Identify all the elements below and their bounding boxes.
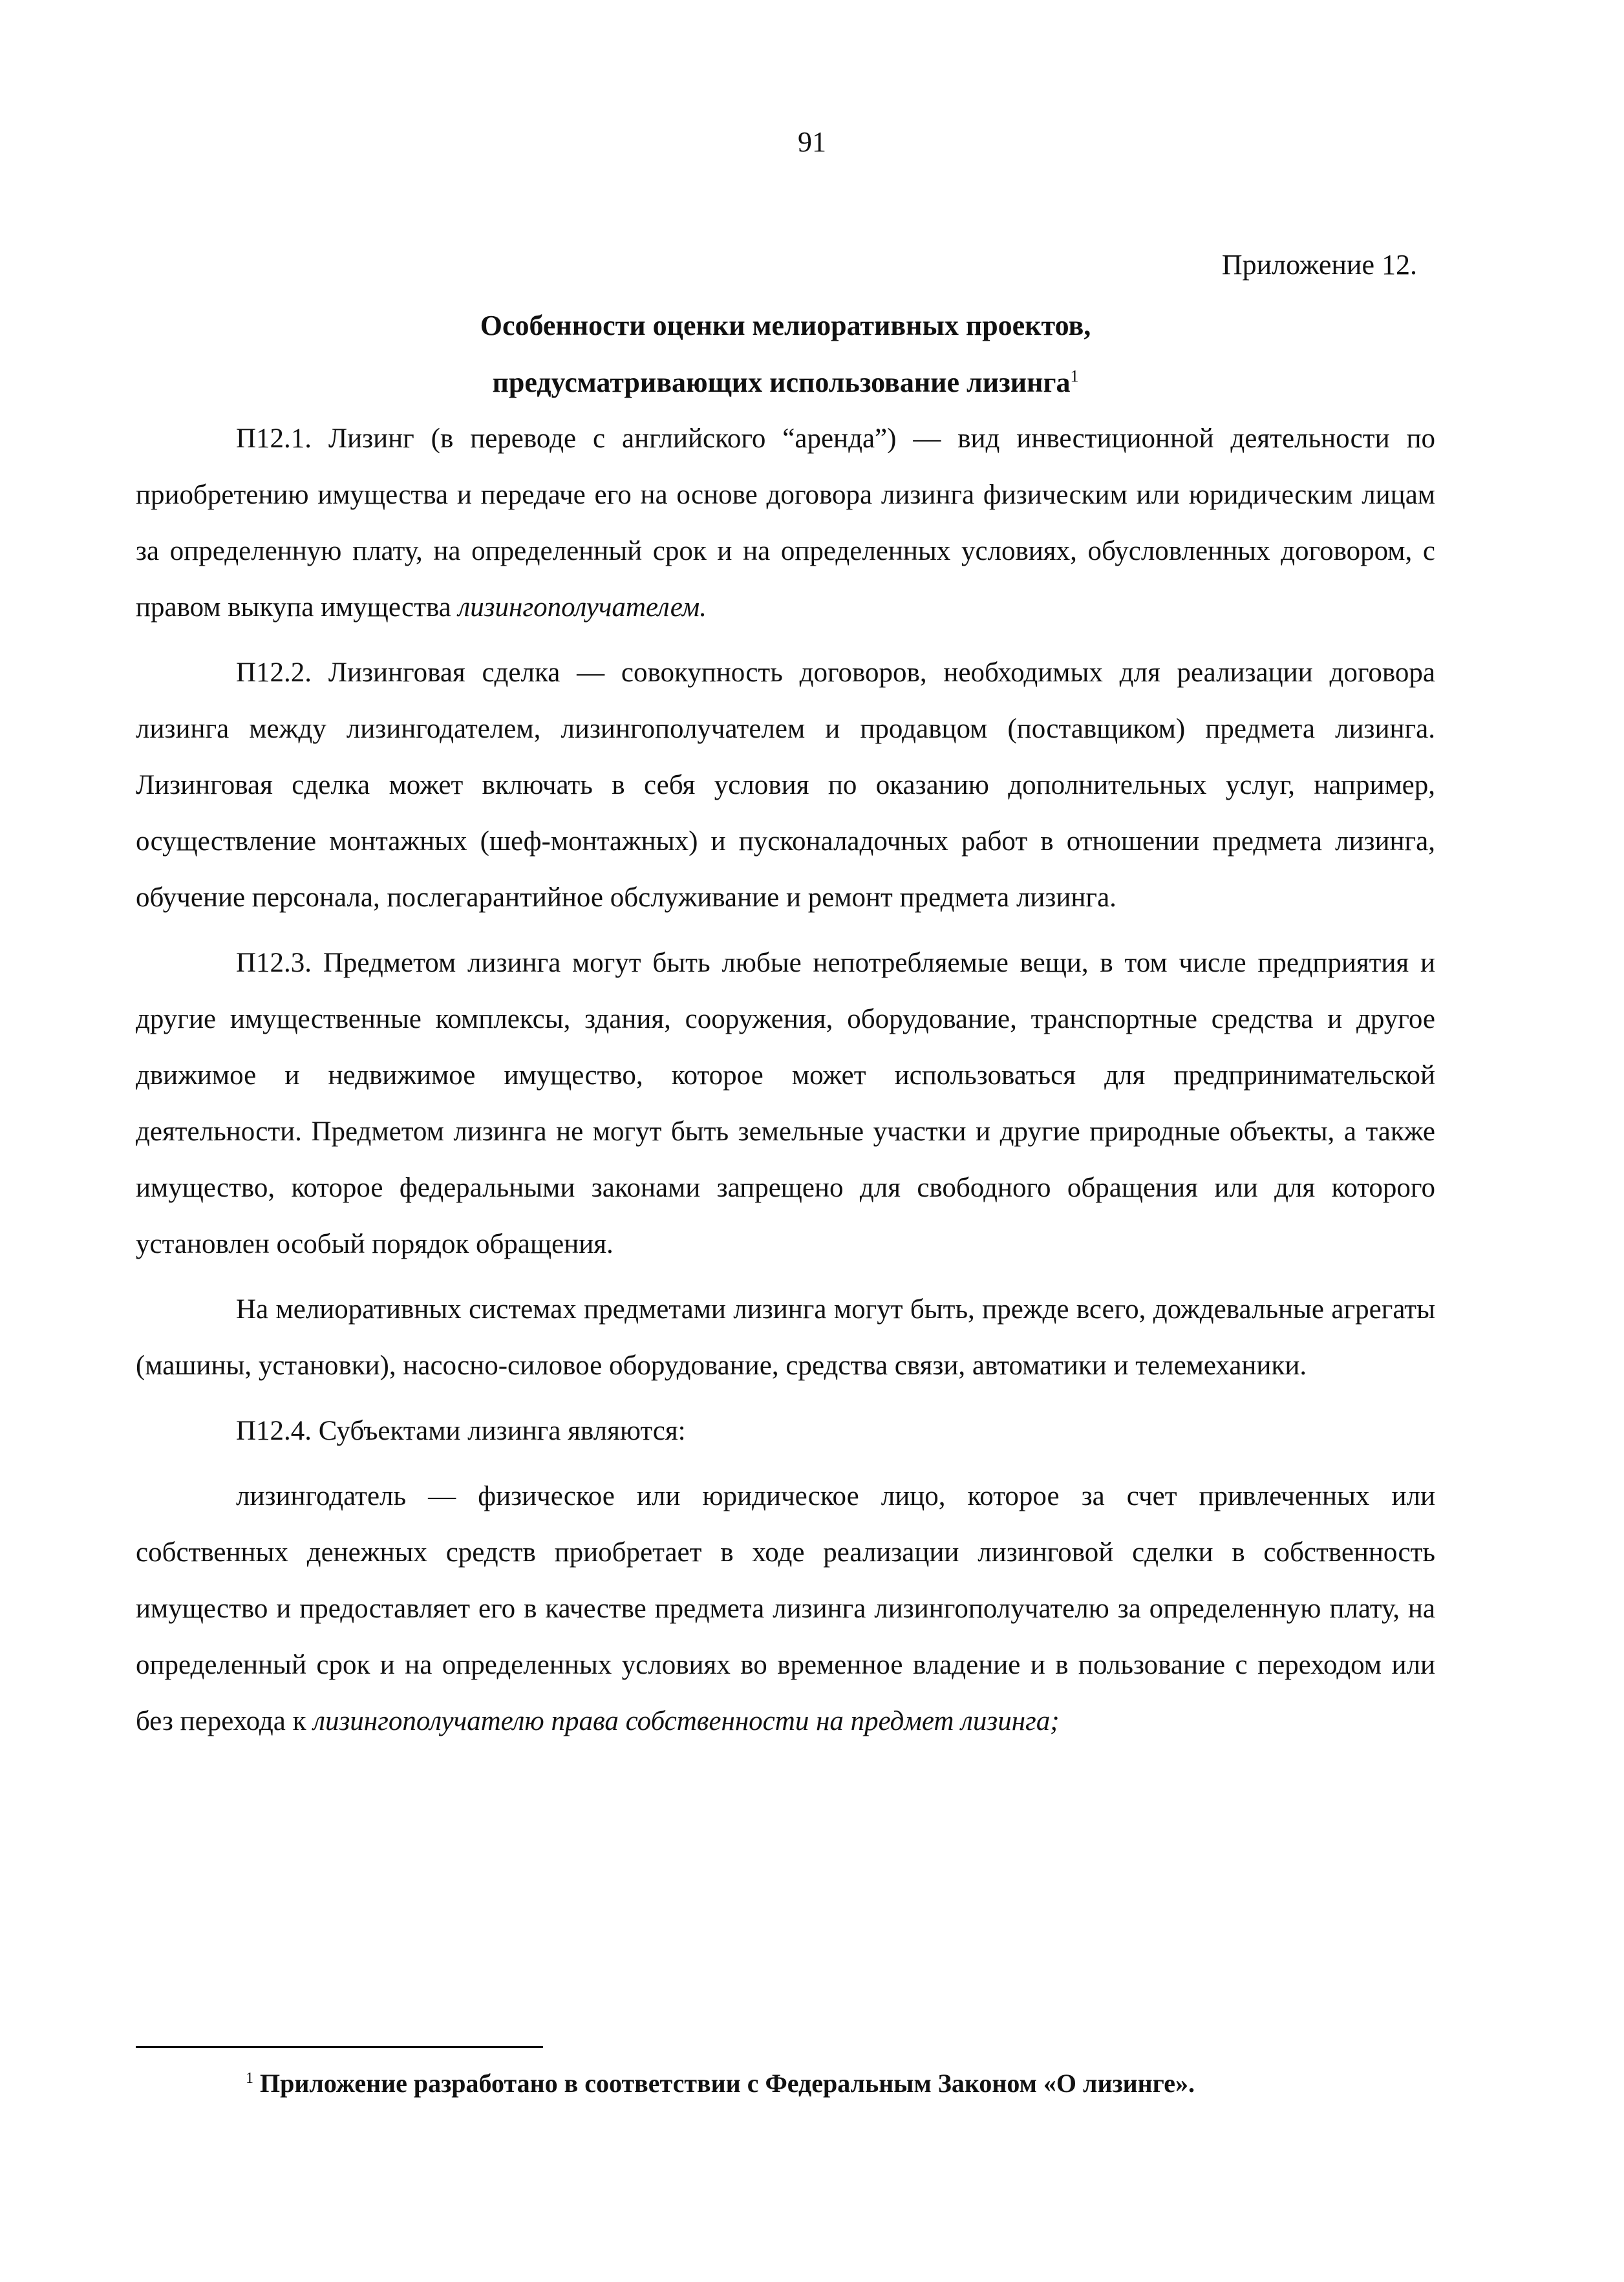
page-number: 91 xyxy=(798,126,826,158)
title-footnote-ref: 1 xyxy=(1070,367,1079,386)
paragraph-p12-3: П12.3. Предметом лизинга могут быть любые непотребляемые вещи, в том числе предприятия и другие имущественные комплексы, здания, сооружения, оборудование, транспортные средства и другое движимое и недвижимое имущество, которое может использоваться для предпринимательской деятельности. Предметом лизинга не могут быть земельные участки и другие природные объекты, а также имущество, которое федеральными законами запрещено для свободного обращения или для которого установлен особый порядок обращения. xyxy=(136,948,1435,1259)
paragraph-p12-1 xyxy=(136,411,1435,635)
paragraph-p12-1-italic: лизингополучателем. xyxy=(458,592,707,623)
paragraph-p12-1-text: П12.1. Лизинг (в переводе с английского “аренда”) — вид инвестиционной деятельности по приобретению имущества и передаче его на основе договора лизинга физическим или юридическим лицам за определенную плату, на определенный срок и на определенных условиях, обусловленных договором, с правом выкупа имущества xyxy=(136,423,1435,623)
paragraph-lessor xyxy=(136,1468,1435,1749)
title-line-2-text: предусматривающих использование лизинга xyxy=(492,367,1071,398)
paragraph-melioration: На мелиоративных системах предметами лизинга могут быть, прежде всего, дождевальные агрегаты (машины, установки), насосно-силовое оборудование, средства связи, автоматики и телемеханики. xyxy=(136,1294,1435,1381)
appendix-label: Приложение 12. xyxy=(1221,249,1417,281)
paragraph-lessor-italic: лизингополучателю права собственности на предмет лизинга; xyxy=(313,1706,1060,1736)
body-text xyxy=(136,411,1435,1758)
footnote xyxy=(246,2065,1435,2102)
footnote-text: Приложение разработано в соответствии с Федеральным Законом «О лизинге». xyxy=(260,2069,1195,2098)
paragraph-lessor-text: лизингодатель — физическое или юридическое лицо, которое за счет привлеченных или собственных денежных средств приобретает в ходе реализации лизинговой сделки в собственность имущество и предоставляет его в качестве предмета лизинга лизингополучателю за определенную плату, на определенный срок и на определенных условиях во временное владение и в пользование с переходом или без перехода к xyxy=(136,1481,1435,1736)
footnote-marker: 1 xyxy=(246,2069,253,2087)
title-line-2 xyxy=(136,354,1435,411)
paragraph-p12-4: П12.4. Субъектами лизинга являются: xyxy=(236,1416,686,1446)
title-line-1: Особенности оценки мелиоративных проектов, xyxy=(480,310,1091,341)
paragraph-p12-2: П12.2. Лизинговая сделка — совокупность договоров, необходимых для реализации договора лизинга между лизингодателем, лизингополучателем и продавцом (поставщиком) предмета лизинга. Лизинговая сделка может включать в себя условия по оказанию дополнительных услуг, например, осуществление монтажных (шеф-монтажных) и пусконаладочных работ в отношении предмета лизинга, обучение персонала, послегарантийное обслуживание и ремонт предмета лизинга. xyxy=(136,657,1435,913)
document-title xyxy=(136,297,1435,411)
footnote-divider xyxy=(136,2046,543,2048)
